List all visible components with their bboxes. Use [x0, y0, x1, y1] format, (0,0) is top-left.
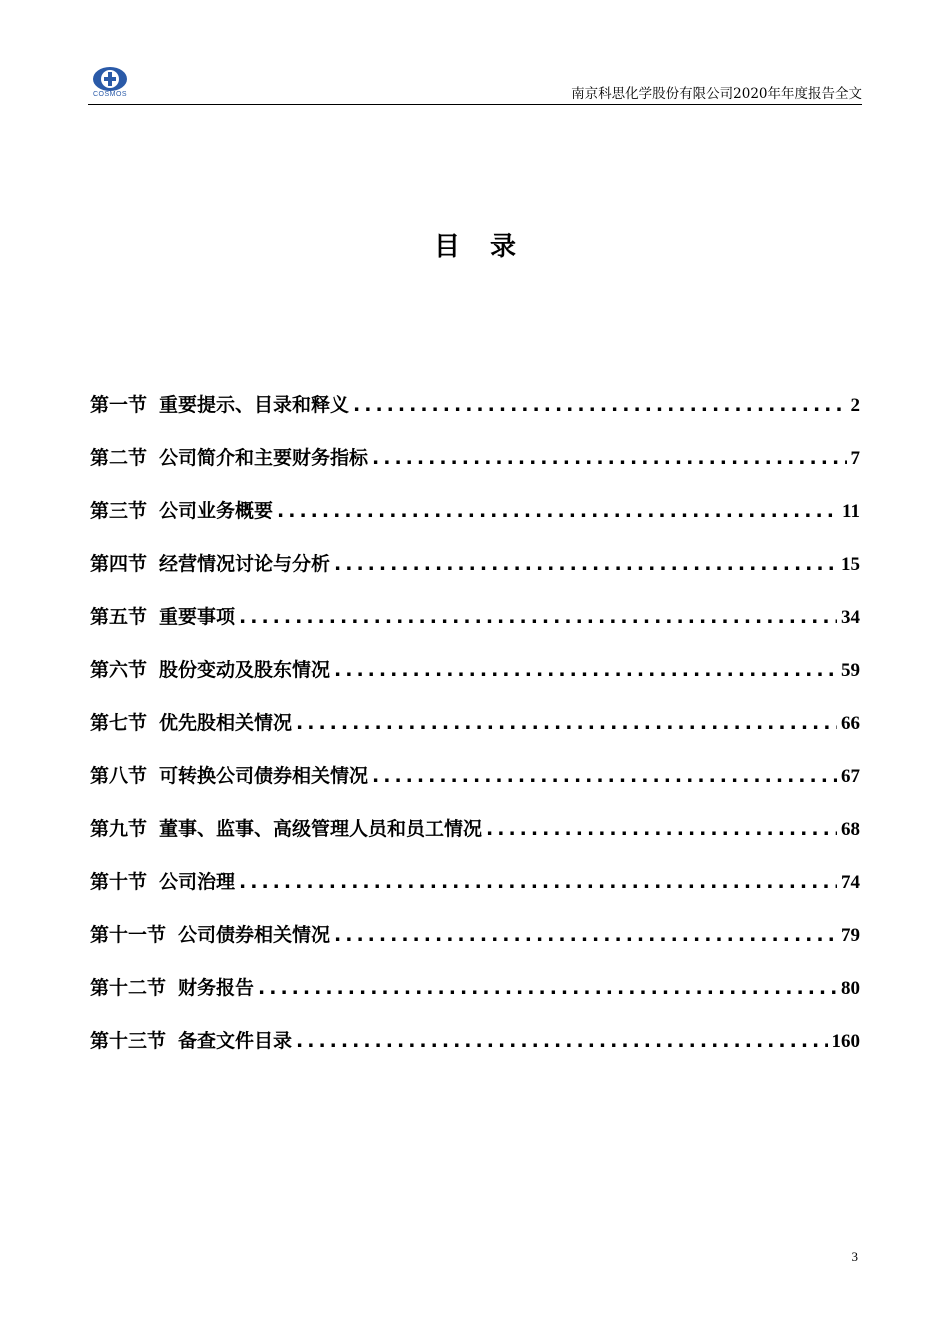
toc-page-number: 59 — [841, 660, 860, 681]
toc-section-label: 第三节 — [90, 500, 148, 522]
toc-dot-leader — [372, 447, 846, 469]
toc-section-name: 可转换公司债券相关情况 — [159, 765, 369, 787]
toc-row[interactable] — [90, 708, 860, 761]
toc-row[interactable] — [90, 973, 860, 1026]
toc-dot-leader — [353, 394, 846, 416]
toc-dot-leader — [372, 765, 837, 787]
cosmos-logo-icon — [92, 66, 128, 92]
toc-row[interactable] — [90, 867, 860, 920]
toc-section-name: 董事、监事、高级管理人员和员工情况 — [159, 818, 483, 840]
toc-page-number: 2 — [850, 395, 860, 416]
toc-section-name: 优先股相关情况 — [159, 712, 293, 734]
toc-section-label: 第九节 — [90, 818, 148, 840]
toc-section-name: 重要提示、目录和释义 — [159, 394, 350, 416]
page-number: 3 — [851, 1249, 858, 1264]
toc-page-number: 160 — [831, 1031, 860, 1052]
toc-section-name: 经营情况讨论与分析 — [159, 553, 331, 575]
page-header — [88, 66, 862, 105]
toc-section-name: 备查文件目录 — [178, 1030, 293, 1052]
toc-section-label: 第十二节 — [90, 977, 167, 999]
toc-page-number: 7 — [850, 448, 860, 469]
toc-page-number: 66 — [841, 713, 860, 734]
toc-row[interactable] — [90, 602, 860, 655]
toc-row[interactable] — [90, 1026, 860, 1079]
toc-section-name: 公司简介和主要财务指标 — [159, 447, 369, 469]
toc-page-number: 34 — [841, 607, 860, 628]
toc-section-label: 第四节 — [90, 553, 148, 575]
toc-section-label: 第十节 — [90, 871, 148, 893]
toc-section-label: 第六节 — [90, 659, 148, 681]
toc-row[interactable] — [90, 496, 860, 549]
toc-section-name: 公司业务概要 — [159, 500, 274, 522]
toc-dot-leader — [334, 553, 837, 575]
toc-section-name: 重要事项 — [159, 606, 236, 628]
toc-page-number: 15 — [841, 554, 860, 575]
toc-dot-leader — [296, 712, 837, 734]
toc-section-label: 第七节 — [90, 712, 148, 734]
header-title: 南京科思化学股份有限公司2020年年度报告全文 — [571, 86, 862, 102]
table-of-contents — [90, 390, 860, 1079]
logo-text: COSMOS — [92, 91, 128, 98]
toc-page-number: 11 — [842, 501, 860, 522]
toc-page-number: 74 — [841, 872, 860, 893]
toc-section-label: 第十三节 — [90, 1030, 167, 1052]
toc-section-name: 股份变动及股东情况 — [159, 659, 331, 681]
toc-row[interactable] — [90, 390, 860, 443]
toc-section-label: 第十一节 — [90, 924, 167, 946]
toc-section-name: 财务报告 — [178, 977, 255, 999]
toc-section-name: 公司治理 — [159, 871, 236, 893]
toc-dot-leader — [239, 871, 837, 893]
toc-dot-leader — [334, 659, 837, 681]
toc-dot-leader — [239, 606, 837, 628]
toc-dot-leader — [258, 977, 837, 999]
toc-dot-leader — [334, 924, 837, 946]
toc-row[interactable] — [90, 443, 860, 496]
toc-row[interactable] — [90, 920, 860, 973]
toc-dot-leader — [296, 1030, 827, 1052]
toc-dot-leader — [277, 500, 838, 522]
toc-section-name: 公司债券相关情况 — [178, 924, 331, 946]
toc-section-label: 第八节 — [90, 765, 148, 787]
page-title: 目录 — [433, 232, 546, 262]
toc-page-number: 80 — [841, 978, 860, 999]
toc-dot-leader — [486, 818, 837, 840]
toc-section-label: 第一节 — [90, 394, 148, 416]
toc-row[interactable] — [90, 814, 860, 867]
toc-row[interactable] — [90, 655, 860, 708]
toc-section-label: 第五节 — [90, 606, 148, 628]
toc-row[interactable] — [90, 549, 860, 602]
toc-section-label: 第二节 — [90, 447, 148, 469]
toc-page-number: 79 — [841, 925, 860, 946]
toc-page-number: 68 — [841, 819, 860, 840]
toc-page-number: 67 — [841, 766, 860, 787]
company-logo — [88, 66, 132, 102]
toc-row[interactable] — [90, 761, 860, 814]
